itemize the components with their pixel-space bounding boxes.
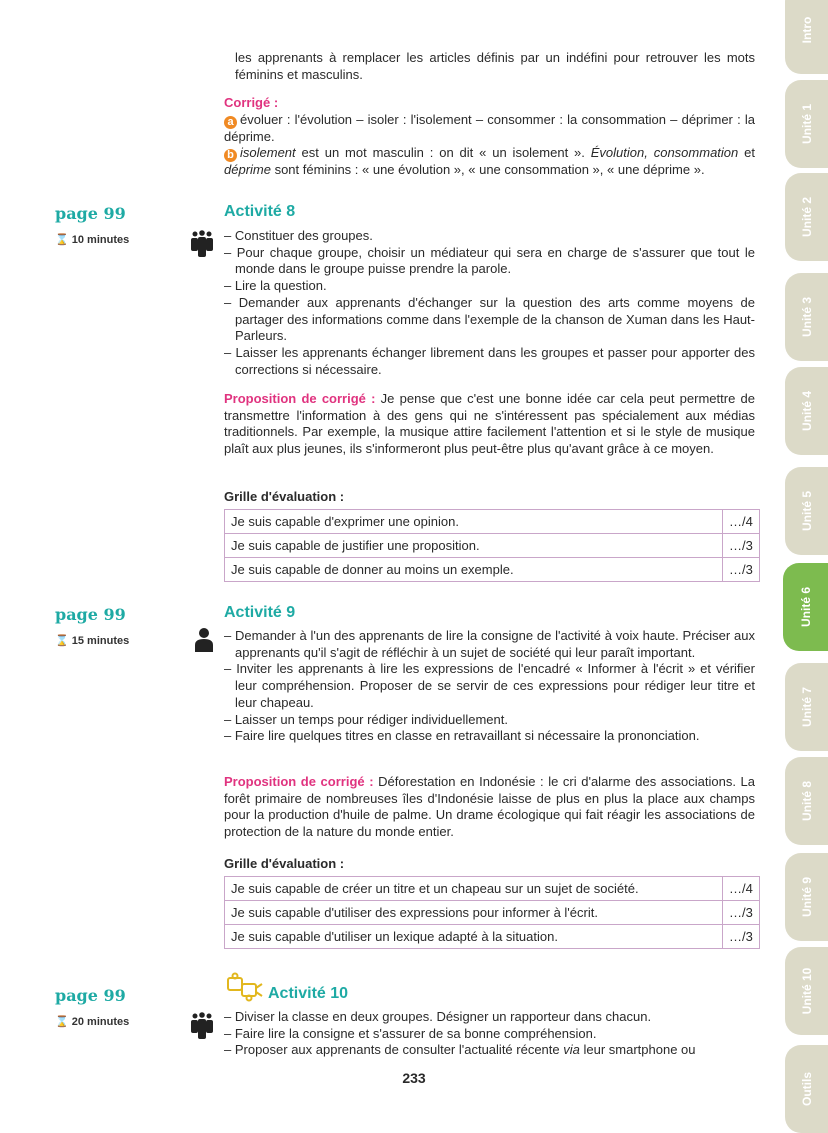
duration bbox=[55, 233, 129, 246]
tab-label: Unité 4 bbox=[799, 390, 814, 432]
tab-label: Intro bbox=[799, 16, 814, 44]
tab-label: Unité 8 bbox=[799, 780, 814, 822]
duration bbox=[55, 1015, 129, 1028]
proposition-text: Déforestation en Indonésie : le cri d'alarme des associations. La forêt primaire de nombreuses îles d'Indonésie laisse de plus en plus la place aux champs pour la production d'huile de palme. Un drame écologique qui fait réagir les associations de protection de la nature du monde entier. bbox=[224, 774, 756, 840]
criterion: Je suis capable d'utiliser un lexique adapté à la situation. bbox=[225, 925, 723, 949]
criterion: Je suis capable de créer un titre et un chapeau sur un sujet de société. bbox=[225, 877, 723, 901]
group-icon bbox=[190, 1012, 214, 1040]
list-item: – Laisser les apprenants échanger librement dans les groupes et passer pour apporter des corrections si nécessaire. bbox=[224, 344, 755, 377]
tab-unite-9[interactable] bbox=[785, 853, 828, 941]
page-ref: page 99 bbox=[55, 605, 126, 624]
list-item: – Demander aux apprenants d'échanger sur la question des arts comme moyens de partager des informations comme dans l'exemple de la chanson de Xuman dans les Haut-Parleurs. bbox=[224, 294, 755, 344]
tab-label: Unité 1 bbox=[799, 103, 814, 145]
duration-text: 10 minutes bbox=[71, 234, 130, 246]
score: …/3 bbox=[723, 534, 760, 558]
hourglass-icon: ⌛ bbox=[55, 635, 69, 647]
evaluation-table bbox=[224, 509, 760, 582]
group-icon bbox=[190, 230, 214, 258]
proposition-text: Je pense que c'est une bonne idée car cela peut permettre de transmettre l'information à des gens qui ne s'intéressent pas spécialement aux médias traditionnels. Par exemple, la musique attire facilement l'attention et si le style de musique plaît aux plus jeunes, ils s'informeront plus peut-être plus qu'avant grâce à ce moyen. bbox=[224, 391, 755, 457]
answer-b-part: déprime bbox=[224, 162, 271, 178]
page-ref: page 99 bbox=[55, 986, 126, 1005]
tab-label: Unité 2 bbox=[799, 196, 814, 238]
evaluation-table bbox=[224, 876, 760, 949]
table-row bbox=[225, 925, 760, 949]
answer-b-part: Évolution, consommation bbox=[590, 145, 739, 161]
corrige-label: Corrigé : bbox=[224, 95, 279, 110]
list-item: – Demander à l'un des apprenants de lire la consigne de l'activité à voix haute. Préciser aux apprenants qu'il s'agit de réfléchir à un sujet de société qui leur paraît important. bbox=[224, 628, 755, 660]
marker-b-icon: b bbox=[224, 149, 237, 162]
tab-unite-1[interactable] bbox=[785, 80, 828, 168]
hourglass-icon: ⌛ bbox=[55, 1016, 69, 1028]
criterion: Je suis capable de justifier une proposition. bbox=[225, 534, 723, 558]
answer-b-part: isolement bbox=[240, 145, 296, 161]
answer-a bbox=[224, 112, 755, 146]
grille-label: Grille d'évaluation : bbox=[224, 856, 345, 871]
tab-outils[interactable] bbox=[785, 1045, 828, 1133]
duration-text: 15 minutes bbox=[71, 635, 130, 647]
corrige-block bbox=[224, 95, 755, 179]
table-row bbox=[225, 510, 760, 534]
grille-label: Grille d'évaluation : bbox=[224, 489, 345, 504]
tab-intro[interactable] bbox=[785, 0, 828, 74]
score: …/3 bbox=[723, 558, 760, 582]
person-icon bbox=[195, 628, 213, 652]
list-item bbox=[224, 1042, 755, 1059]
activity-title: Activité 10 bbox=[268, 985, 349, 1002]
list-item: – Faire lire la consigne et s'assurer de sa bonne compréhension. bbox=[224, 1025, 597, 1041]
list-item-part: – Proposer aux apprenants de consulter l'actualité récente bbox=[224, 1042, 564, 1058]
list-item: – Inviter les apprenants à lire les expressions de l'encadré « Informer à l'écrit » et vérifier leur compréhension. Proposer de se servir de ces expressions pour rédiger leur titre et leur chapeau. bbox=[224, 661, 755, 710]
tab-label: Unité 9 bbox=[799, 876, 814, 918]
table-row bbox=[225, 901, 760, 925]
tab-unite-3[interactable] bbox=[785, 273, 828, 361]
table-row bbox=[225, 534, 760, 558]
activity-steps bbox=[224, 1009, 755, 1059]
proposition bbox=[224, 774, 755, 841]
intro-paragraph: les apprenants à remplacer les articles définis par un indéfini pour retrouver les mots féminins et masculins. bbox=[235, 50, 755, 82]
list-item: – Faire lire quelques titres en classe en retravaillant si nécessaire la prononciation. bbox=[224, 728, 700, 744]
tab-label: Outils bbox=[799, 1071, 814, 1107]
score: …/4 bbox=[723, 510, 760, 534]
criterion: Je suis capable de donner au moins un exemple. bbox=[225, 558, 723, 582]
page-ref: page 99 bbox=[55, 204, 126, 223]
tab-label: Unité 7 bbox=[799, 686, 814, 728]
tab-unite-2[interactable] bbox=[785, 173, 828, 261]
hourglass-icon: ⌛ bbox=[55, 234, 69, 246]
list-item-part: via bbox=[563, 1042, 580, 1058]
score: …/4 bbox=[723, 877, 760, 901]
list-item-part: leur smartphone ou bbox=[579, 1042, 696, 1058]
tab-label: Unité 6 bbox=[798, 586, 813, 628]
proposition-label: Proposition de corrigé : bbox=[224, 391, 376, 406]
list-item: – Diviser la classe en deux groupes. Désigner un rapporteur dans chacun. bbox=[224, 1009, 652, 1024]
answer-b-part: et bbox=[738, 145, 755, 161]
table-row bbox=[225, 877, 760, 901]
tab-unite-5[interactable] bbox=[785, 467, 828, 555]
score: …/3 bbox=[723, 925, 760, 949]
table-row bbox=[225, 558, 760, 582]
tab-unite-8[interactable] bbox=[785, 757, 828, 845]
answer-a-text: évoluer : l'évolution – isoler : l'isolement – consommer : la consommation – déprimer : la déprime. bbox=[224, 111, 755, 144]
criterion: Je suis capable d'utiliser des expressions pour informer à l'écrit. bbox=[225, 901, 723, 925]
proposition bbox=[224, 391, 755, 458]
marker-a-icon: a bbox=[224, 116, 237, 129]
activity-title: Activité 9 bbox=[224, 604, 296, 621]
criterion: Je suis capable d'exprimer une opinion. bbox=[225, 510, 723, 534]
page-number: 233 bbox=[402, 1070, 426, 1086]
tab-label: Unité 3 bbox=[799, 296, 814, 338]
activity-title: Activité 8 bbox=[224, 203, 296, 220]
proposition-label: Proposition de corrigé : bbox=[224, 774, 374, 789]
duration-text: 20 minutes bbox=[71, 1016, 130, 1028]
answer-b-part: est un mot masculin : on dit « un isolement ». bbox=[295, 145, 591, 161]
tab-label: Unité 10 bbox=[799, 967, 814, 1015]
list-item: – Constituer des groupes. bbox=[224, 228, 373, 243]
tab-unite-6[interactable] bbox=[783, 563, 828, 651]
tab-label: Unité 5 bbox=[799, 490, 814, 532]
list-item: – Laisser un temps pour rédiger individuellement. bbox=[224, 711, 508, 727]
tab-unite-10[interactable] bbox=[785, 947, 828, 1035]
score: …/3 bbox=[723, 901, 760, 925]
puzzle-icon bbox=[224, 972, 266, 1004]
tab-unite-4[interactable] bbox=[785, 367, 828, 455]
list-item: – Pour chaque groupe, choisir un médiateur qui sera en charge de s'assurer que tout le monde dans le groupe puisse prendre la parole. bbox=[224, 244, 755, 277]
duration bbox=[55, 634, 129, 647]
answer-b-part: sont féminins : « une évolution », « une consommation », « une déprime ». bbox=[270, 162, 705, 178]
activity-steps bbox=[224, 628, 755, 745]
activity-steps bbox=[224, 228, 755, 378]
list-item: – Lire la question. bbox=[224, 278, 327, 294]
answer-b bbox=[224, 145, 755, 179]
tab-unite-7[interactable] bbox=[785, 663, 828, 751]
